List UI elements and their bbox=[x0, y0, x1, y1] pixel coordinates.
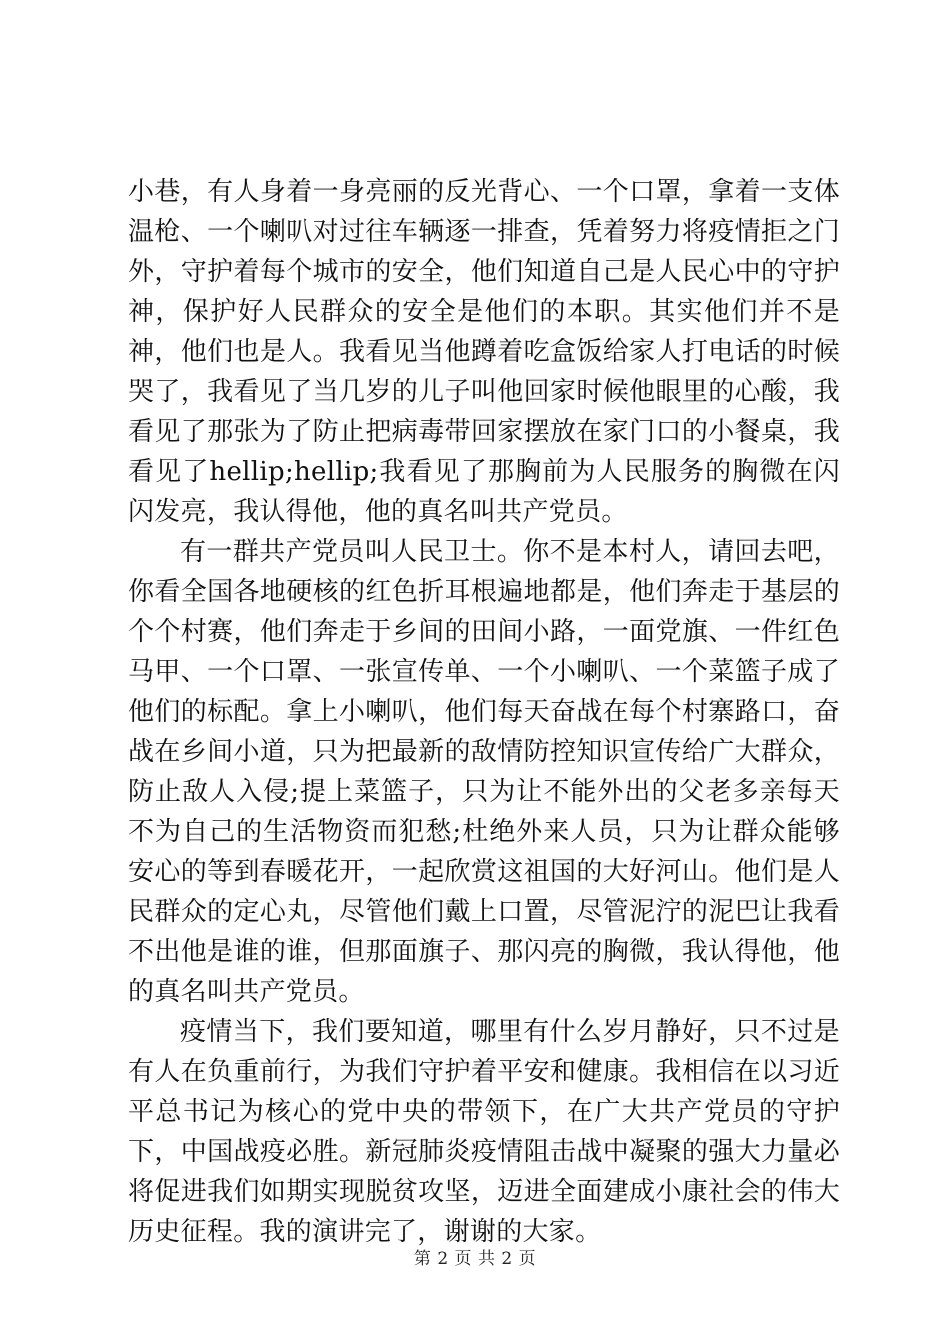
paragraph-people-guardians: 有一群共产党员叫人民卫士。你不是本村人，请回去吧，你看全国各地硬核的红色折耳根遍地都是，他们奔走于基层的个个村赛，他们奔走于乡间的田间小路，一面党旗、一件红色马甲、一个口罩、一张宣传单、一个小喇叭、一个菜篮子成了他们的标配。拿上小喇叭，他们每天奋战在每个村寨路口，奋战在乡间小道，只为把最新的敌情防控知识宣传给广大群众，防止敌人入侵;提上菜篮子，只为让不能外出的父老多亲每天不为自己的生活物资而犯愁;杜绝外来人员，只为让群众能够安心的等到春暖花开，一起欣赏这祖国的大好河山。他们是人民群众的定心丸，尽管他们戴上口置，尽管泥泞的泥巴让我看不出他是谁的谁，但那面旗子、那闪亮的胸微，我认得他，他的真名叫共产党员。 bbox=[128, 537, 840, 1007]
document-body bbox=[128, 172, 840, 1252]
page-number-footer: 第 2 页 共 2 页 bbox=[413, 1249, 537, 1269]
paragraph-conclusion: 疫情当下，我们要知道，哪里有什么岁月静好，只不过是有人在负重前行，为我们守护着平安和健康。我相信在以习近平总书记为核心的党中央的带领下，在广大共产党员的守护下，中国战疫必胜。新冠肺炎疫情阻击战中凝聚的强大力量必将促进我们如期实现脱贫攻坚，迈进全面建成小康社会的伟大历史征程。我的演讲完了，谢谢的大家。 bbox=[128, 1017, 840, 1247]
paragraph-continuation: 小巷，有人身着一身亮丽的反光背心、一个口罩，拿着一支体温枪、一个喇叭对过往车辆逐一排查，凭着努力将疫情拒之门外，守护着每个城市的安全，他们知道自己是人民心中的守护神，保护好人民群众的安全是他们的本职。其实他们并不是神，他们也是人。我看见当他蹲着吃盒饭给家人打电话的时候哭了，我看见了当几岁的儿子叫他回家时候他眼里的心酸，我看见了那张为了防止把病毒带回家摆放在家门口的小餐桌，我看见了hellip;hellip;我看见了那胸前为人民服务的胸微在闪闪发亮，我认得他，他的真名叫共产党员。 bbox=[128, 177, 840, 527]
